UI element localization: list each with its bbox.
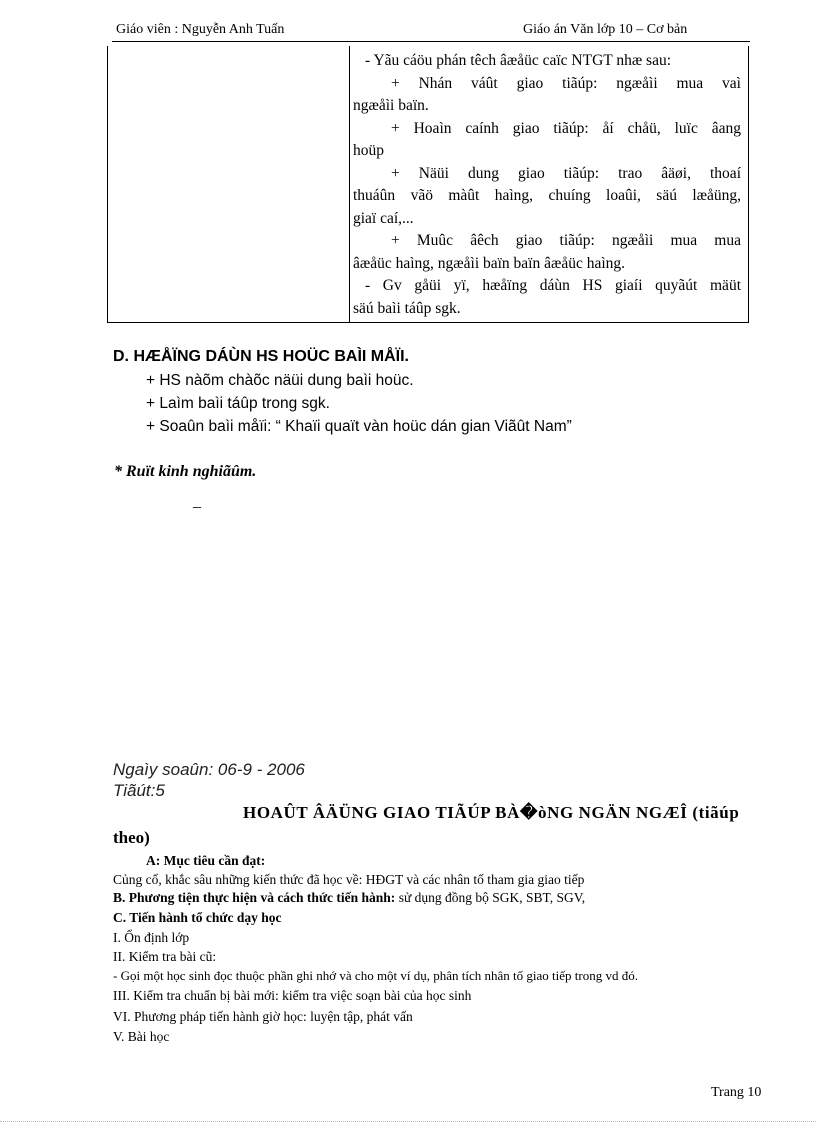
table-line: + Muûc âêch giao tiãúp: ngæåìi mua mua xyxy=(391,232,741,249)
table-right-cell xyxy=(353,50,741,320)
procedure-heading: C. Tiến hành tổ chức dạy học xyxy=(113,910,282,925)
table-line: giaï caí,... xyxy=(353,209,414,227)
means-line xyxy=(113,890,585,906)
table-line: säú baìi táûp sgk. xyxy=(353,299,461,317)
procedure-step: I. Ổn định lớp xyxy=(113,930,190,945)
section-d-title: D. HÆÅÏNG DÁÙN HS HOÜC BAÌI MÅÏI. xyxy=(113,348,409,365)
lesson-period: Tiãút:5 xyxy=(113,781,165,800)
page-number: Trang 10 xyxy=(711,1085,762,1100)
table-line: âæåüc haìng, ngæåìi baïn baïn âæåüc haìng. xyxy=(353,254,626,272)
experience-heading: * Ruït kinh nghiãûm. xyxy=(114,463,257,480)
section-d-item: + HS nàõm chàõc näüi dung baìi hoüc. xyxy=(146,372,414,389)
procedure-step: VI. Phương pháp tiến hành giờ học: luyện tập, phát vấn xyxy=(113,1009,413,1024)
objectives-text: Củng cố, khắc sâu những kiến thức đã học về: HĐGT và các nhân tố tham gia giao tiếp xyxy=(113,872,585,887)
lesson-table xyxy=(107,46,749,323)
objectives-heading: A: Mục tiêu cần đạt: xyxy=(146,853,266,868)
lesson-title-cont: theo) xyxy=(113,828,150,847)
table-line: - Gv gåüi yï, hæåïng dáùn HS giaíi quyãút mäüt xyxy=(365,277,741,294)
lesson-title: HOAÛT ÂÄÜNG GIAO TIÃÚP BÀ�òNG NGÄN NGÆÎ (tiãúp xyxy=(243,803,740,822)
table-line: thuáûn vãö màût haìng, chuíng loaûi, säú læåüng, xyxy=(353,187,741,204)
table-line: + Hoaìn caính giao tiãúp: åí chåü, luïc âang xyxy=(391,119,741,137)
means-heading: B. Phương tiện thực hiện và cách thức tiến hành: xyxy=(113,890,396,905)
table-line: - Yãu cáöu phán têch âæåüc caïc NTGT nhæ sau: xyxy=(365,52,672,69)
placeholder-dash: _ xyxy=(193,493,201,510)
table-line: hoüp xyxy=(353,142,384,159)
section-d-item: + Soaûn baìi måïi: “ Khaïi quaït vàn hoüc dán gian Viãût Nam” xyxy=(146,418,572,435)
header-teacher: Giáo viên : Nguyễn Anh Tuấn xyxy=(116,22,285,37)
header-course: Giáo án Văn lớp 10 – Cơ bản xyxy=(523,22,688,37)
procedure-step: V. Bài học xyxy=(113,1029,170,1044)
table-column-divider xyxy=(349,46,350,322)
procedure-step: - Gọi một học sinh đọc thuộc phần ghi nhớ và cho một ví dụ, phân tích nhân tố giao tiếp trong vd đó. xyxy=(113,968,638,983)
header-rule xyxy=(112,41,750,42)
page-bottom-rule xyxy=(0,1121,816,1122)
table-line: ngæåìi baïn. xyxy=(353,97,429,114)
procedure-step: II. Kiểm tra bài cũ: xyxy=(113,949,217,964)
table-line: + Näüi dung giao tiãúp: trao âäøi, thoaí xyxy=(391,164,741,182)
procedure-step: III. Kiểm tra chuẩn bị bài mới: kiểm tra việc soạn bài của học sinh xyxy=(113,988,472,1003)
table-line: + Nhán váût giao tiãúp: ngæåìi mua vaì xyxy=(391,74,741,92)
section-d-item: + Laìm baìi táûp trong sgk. xyxy=(146,395,330,412)
means-text: sử dụng đồng bộ SGK, SBT, SGV, xyxy=(395,890,586,905)
lesson-date: Ngaìy soaûn: 06-9 - 2006 xyxy=(113,760,305,779)
